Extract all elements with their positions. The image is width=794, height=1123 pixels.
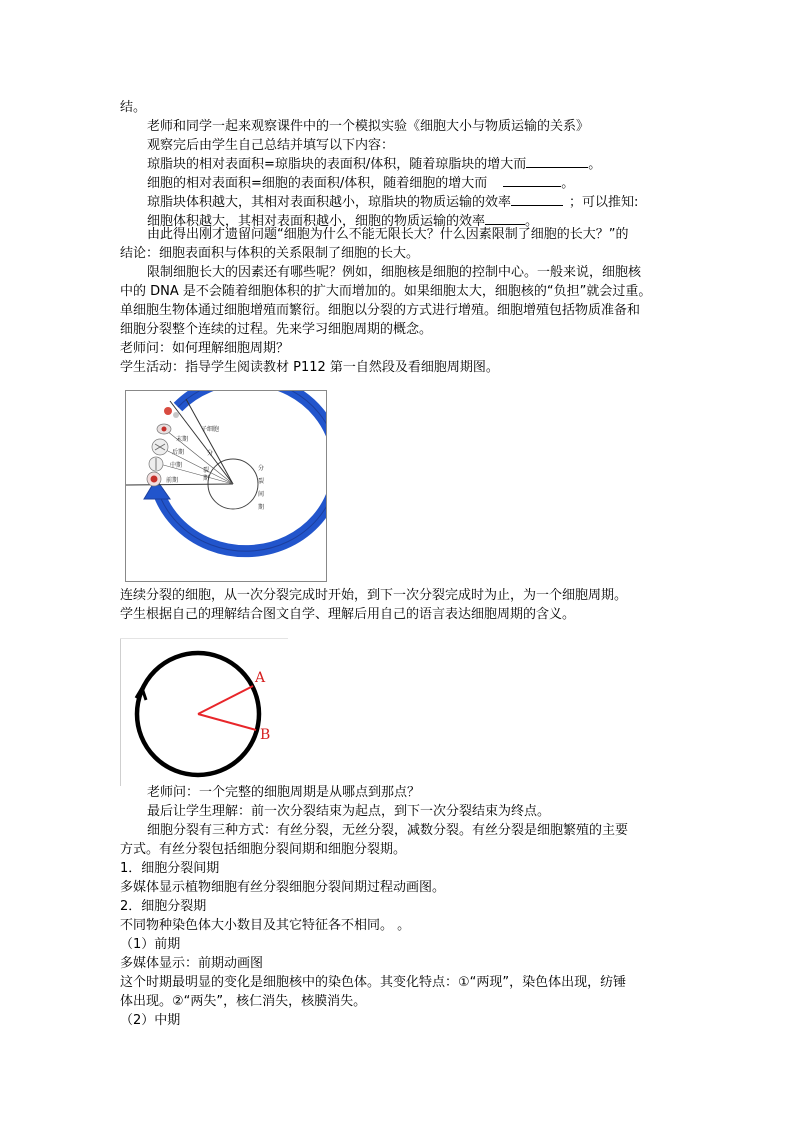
cell-image xyxy=(162,427,167,432)
text-line: 细胞分裂整个连续的过程。先来学习细胞周期的概念。 xyxy=(120,322,433,337)
cell-image xyxy=(151,476,158,483)
text-line: 结论：细胞表面积与体积的关系限制了细胞的长大。 xyxy=(120,246,420,261)
text-line: 琼脂块的相对表面积=琼脂块的表面积/体积，随着琼脂块的增大而 。 xyxy=(147,157,602,172)
radius-a xyxy=(198,686,253,714)
label-interphase-1: 分 xyxy=(258,465,265,472)
point-a-label: A xyxy=(255,670,266,686)
text-line: 结。 xyxy=(120,100,147,115)
text-line: 连续分裂的细胞，从一次分裂完成时开始，到下一次分裂完成时为止，为一个细胞周期。 xyxy=(120,588,628,603)
text-line: 体出现。②“两失”，核仁消失，核膜消失。 xyxy=(120,994,367,1009)
label-lie: 裂 xyxy=(203,467,210,474)
label-qi: 期 xyxy=(203,475,210,482)
section-heading: 2．细胞分裂期 xyxy=(120,899,207,914)
label-telophase: 末期 xyxy=(176,436,189,443)
label-prophase: 前期 xyxy=(166,477,179,484)
cell-cycle-figure xyxy=(125,390,327,582)
cell-cycle-diagram xyxy=(126,391,326,581)
text-line: 细胞的相对表面积=细胞的表面积/体积，随着细胞的增大而 。 xyxy=(147,176,575,191)
text-line: 最后让学生理解：前一次分裂结束为起点，到下一次分裂结束为终点。 xyxy=(147,804,551,819)
label-daughter-cell: 子细胞 xyxy=(201,426,220,433)
text-line: 细胞分裂有三种方式：有丝分裂，无丝分裂，减数分裂。有丝分裂是细胞繁殖的主要 xyxy=(147,823,629,838)
point-b-label: B xyxy=(260,727,271,743)
answer-blank[interactable] xyxy=(485,212,525,225)
label-anaphase: 后期 xyxy=(172,449,185,456)
text-line: 中的 DNA 是不会随着细胞体积的扩大而增加的。如果细胞太大，细胞核的“负担”就会过重。 xyxy=(120,284,652,299)
text-line: 老师和同学一起来观察课件中的一个模拟实验《细胞大小与物质运输的关系》 xyxy=(147,119,590,134)
text-line: 老师问：如何理解细胞周期？ xyxy=(120,341,290,356)
text-line: 学生活动：指导学生阅读教材 P112 第一自然段及看细胞周期图。 xyxy=(120,360,499,375)
subsection-heading: （1）前期 xyxy=(120,937,181,952)
answer-blank[interactable] xyxy=(511,193,563,206)
text-line: 老师问：一个完整的细胞周期是从哪点到那点？ xyxy=(147,785,421,800)
answer-blank[interactable] xyxy=(526,155,588,168)
text-line: 单细胞生物体通过细胞增殖而繁衍。细胞以分裂的方式进行增殖。细胞增殖包括物质准备和 xyxy=(120,303,641,318)
cell-image xyxy=(173,412,179,418)
subsection-heading: （2）中期 xyxy=(120,1013,181,1028)
cycle-ab-figure xyxy=(120,638,288,786)
text-line: 细胞体积越大，其相对表面积越小，细胞的物质运输的效率 。 xyxy=(147,214,539,229)
text-line: 这个时期最明显的变化是细胞核中的染色体。其变化特点：①“两现”，染色体出现，纺锤 xyxy=(120,975,627,990)
text-line: 观察完后由学生自己总结并填写以下内容： xyxy=(147,138,395,153)
text-line: 学生根据自己的理解结合图文自学、理解后用自己的语言表达细胞周期的含义。 xyxy=(120,607,576,622)
radius-b xyxy=(198,714,256,730)
text-line xyxy=(147,193,638,212)
answer-blank[interactable] xyxy=(503,174,561,187)
question-text: 细胞体积越大，其相对表面积越小，细胞的物质运输的效率 xyxy=(147,214,486,229)
figure-border xyxy=(120,638,288,639)
section-heading: 1．细胞分裂间期 xyxy=(120,861,220,876)
text-line: 由此得出刚才遗留问题“细胞为什么不能无限长大？什么因素限制了细胞的长大？”的 xyxy=(147,227,629,242)
cycle-ab-diagram xyxy=(120,638,288,786)
cell-image xyxy=(164,407,172,415)
text-line: 限制细胞长大的因素还有哪些呢？例如，细胞核是细胞的控制中心。一般来说，细胞核 xyxy=(147,265,642,280)
label-metaphase: 中期 xyxy=(170,462,183,469)
label-interphase-3: 间 xyxy=(258,491,265,498)
label-fen: 分 xyxy=(207,450,214,457)
text-line: 多媒体显示：前期动画图 xyxy=(120,956,264,971)
radial-line xyxy=(186,399,233,484)
figure-border xyxy=(120,638,121,786)
question-text: 琼脂块的相对表面积=琼脂块的表面积/体积，随着琼脂块的增大而 xyxy=(147,157,527,172)
text-line: 多媒体显示植物细胞有丝分裂细胞分裂间期过程动画图。 xyxy=(120,880,446,895)
question-text: ；可以推知: xyxy=(569,195,639,210)
question-text: 细胞的相对表面积=细胞的表面积/体积，随着细胞的增大而 xyxy=(147,176,488,191)
cell-images xyxy=(147,407,179,486)
label-interphase-2: 裂 xyxy=(258,478,265,485)
question-text: 琼脂块体积越大，其相对表面积越小，琼脂块的物质运输的效率 xyxy=(147,195,512,210)
text-line: 不同物种染色体大小数目及其它特征各不相同。 。 xyxy=(120,918,411,933)
label-interphase-4: 期 xyxy=(258,504,265,511)
text-line: 方式。有丝分裂包括细胞分裂间期和细胞分裂期。 xyxy=(120,842,407,857)
